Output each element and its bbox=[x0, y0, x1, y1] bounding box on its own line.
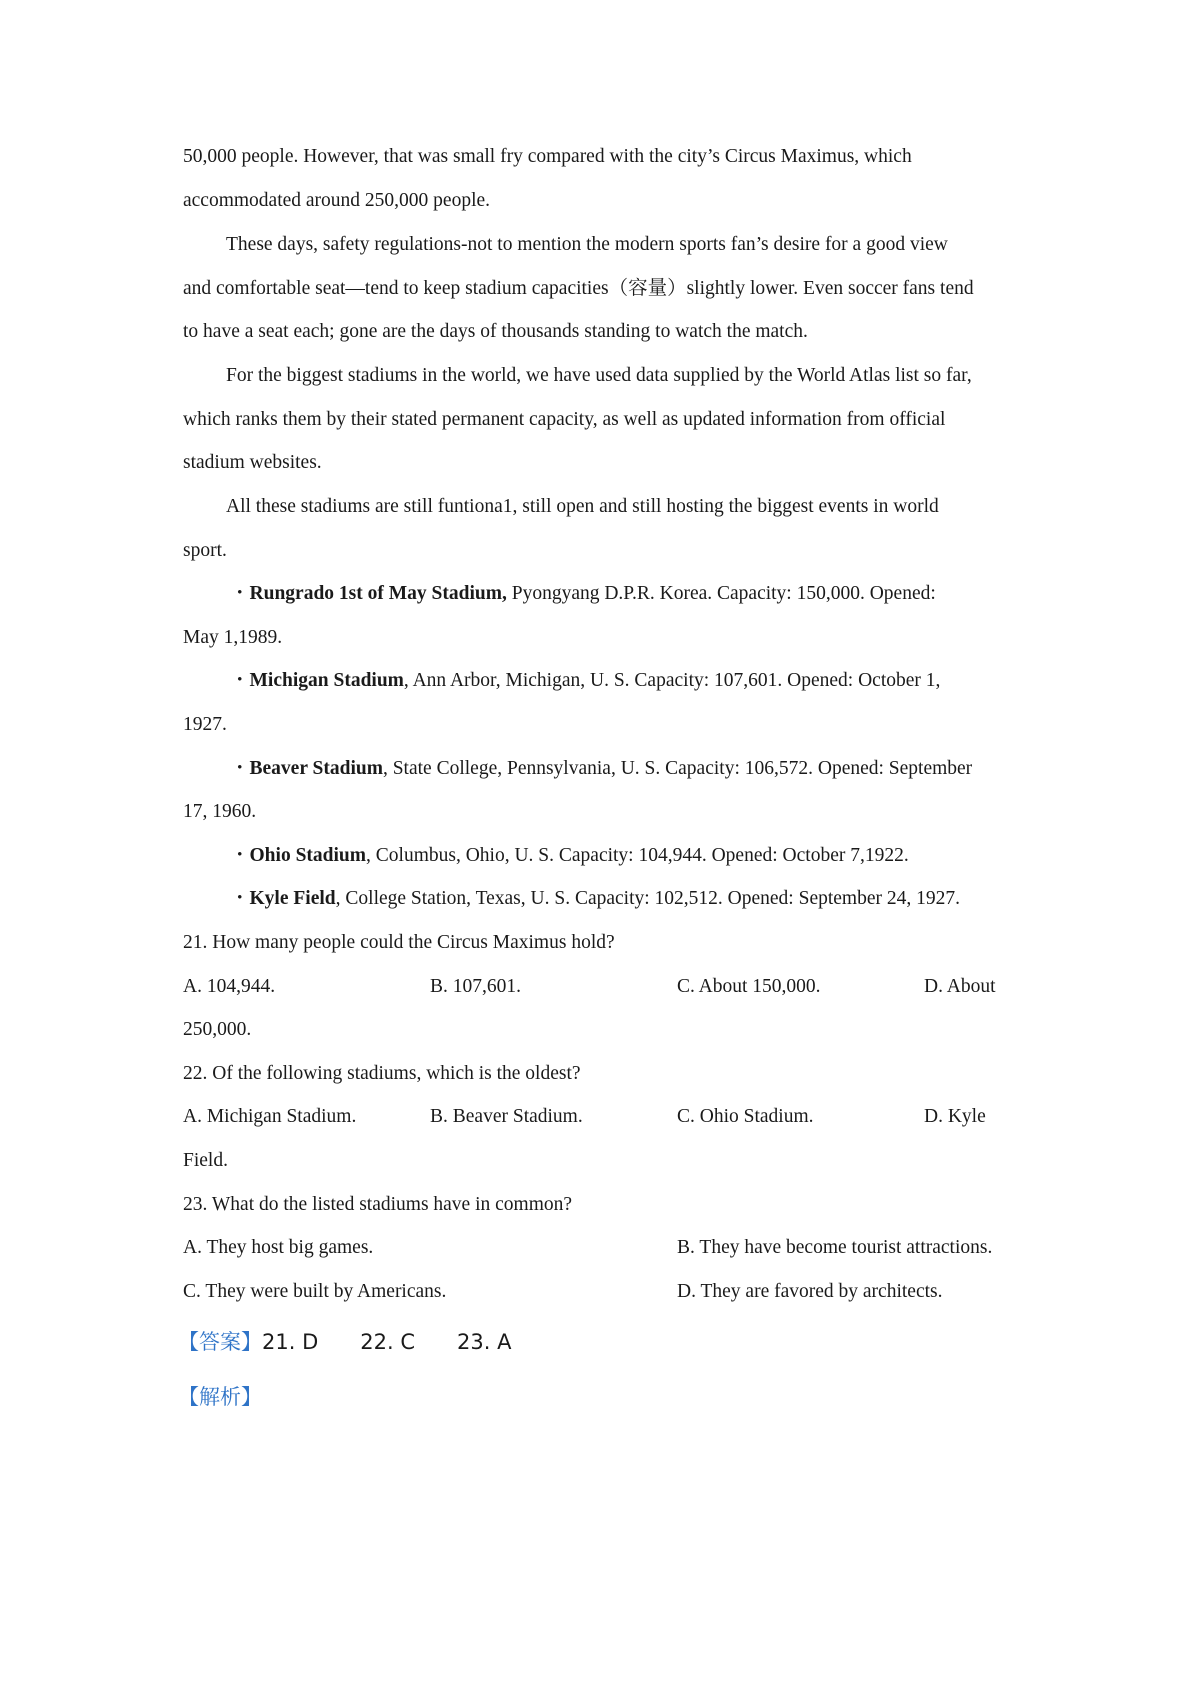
stadium-details: , State College, Pennsylvania, U. S. Capacity: 106,572. Opened: September bbox=[382, 758, 973, 779]
option-c: C. About 150,000. bbox=[677, 976, 821, 997]
paragraph-line: These days, safety regulations-not to mention the modern sports fan’s desire for a good view bbox=[226, 234, 948, 255]
bullet: ・ bbox=[230, 670, 250, 691]
option-c: C. Ohio Stadium. bbox=[677, 1106, 814, 1127]
option-c: C. They were built by Americans. bbox=[183, 1281, 447, 1302]
paragraph-line: sport. bbox=[183, 540, 227, 561]
paragraph-line: 50,000 people. However, that was small fry compared with the city’s Circus Maximus, which bbox=[183, 146, 912, 167]
bullet: ・ bbox=[230, 845, 250, 866]
question-stem: 23. What do the listed stadiums have in common? bbox=[183, 1194, 573, 1215]
paragraph-line: which ranks them by their stated permanent capacity, as well as updated information from official bbox=[183, 409, 946, 430]
stadium-item-cont: 1927. bbox=[183, 714, 227, 735]
stadium-name: Michigan Stadium bbox=[249, 670, 404, 691]
stadium-item bbox=[230, 757, 972, 781]
paragraph-line: to have a seat each; gone are the days of thousands standing to watch the match. bbox=[183, 321, 808, 342]
option-a: A. They host big games. bbox=[183, 1237, 374, 1258]
answer-item: 21. D bbox=[262, 1330, 319, 1354]
bullet: ・ bbox=[230, 583, 250, 604]
paragraph-line: accommodated around 250,000 people. bbox=[183, 190, 491, 211]
option-a: A. Michigan Stadium. bbox=[183, 1106, 357, 1127]
option-d: D. They are favored by architects. bbox=[677, 1281, 943, 1302]
option-b: B. 107,601. bbox=[430, 976, 522, 997]
analysis-line bbox=[178, 1384, 262, 1410]
stadium-item bbox=[230, 844, 909, 868]
stadium-name: Kyle Field bbox=[249, 888, 336, 909]
question-stem: 22. Of the following stadiums, which is the oldest? bbox=[183, 1063, 581, 1084]
stadium-item bbox=[230, 887, 960, 911]
paragraph-line: and comfortable seat—tend to keep stadium capacities（容量）slightly lower. Even soccer fans tend bbox=[183, 278, 974, 299]
stadium-name: Ohio Stadium bbox=[249, 845, 367, 866]
option-d: D. Kyle bbox=[924, 1106, 986, 1127]
stadium-name: Beaver Stadium bbox=[249, 758, 383, 779]
option-d-cont: Field. bbox=[183, 1150, 228, 1171]
option-b: B. They have become tourist attractions. bbox=[677, 1237, 993, 1258]
paragraph-line: All these stadiums are still funtiona1, still open and still hosting the biggest events in world bbox=[226, 496, 939, 517]
stadium-details: , Ann Arbor, Michigan, U. S. Capacity: 107,601. Opened: October 1, bbox=[403, 670, 941, 691]
analysis-tag: 【解析】 bbox=[178, 1385, 262, 1409]
answer-item: 23. A bbox=[457, 1330, 512, 1354]
answer-item: 22. C bbox=[360, 1330, 415, 1354]
stadium-item bbox=[230, 669, 940, 693]
stadium-item bbox=[230, 582, 936, 606]
option-b: B. Beaver Stadium. bbox=[430, 1106, 583, 1127]
bullet: ・ bbox=[230, 888, 250, 909]
question-stem: 21. How many people could the Circus Maximus hold? bbox=[183, 932, 615, 953]
option-d: D. About bbox=[924, 976, 996, 997]
paragraph-line: For the biggest stadiums in the world, we have used data supplied by the World Atlas list so far, bbox=[226, 365, 972, 386]
stadium-item-cont: May 1,1989. bbox=[183, 627, 283, 648]
answer-line bbox=[178, 1329, 511, 1355]
stadium-details: Pyongyang D.P.R. Korea. Capacity: 150,000. Opened: bbox=[506, 583, 936, 604]
stadium-item-cont: 17, 1960. bbox=[183, 801, 257, 822]
stadium-details: , College Station, Texas, U. S. Capacity: 102,512. Opened: September 24, 1927. bbox=[335, 888, 960, 909]
paragraph-line: stadium websites. bbox=[183, 452, 322, 473]
option-a: A. 104,944. bbox=[183, 976, 276, 997]
option-d-cont: 250,000. bbox=[183, 1019, 252, 1040]
stadium-name: Rungrado 1st of May Stadium, bbox=[249, 583, 507, 604]
stadium-details: , Columbus, Ohio, U. S. Capacity: 104,944. Opened: October 7,1922. bbox=[366, 845, 909, 866]
answer-tag: 【答案】 bbox=[178, 1330, 262, 1354]
bullet: ・ bbox=[230, 758, 250, 779]
